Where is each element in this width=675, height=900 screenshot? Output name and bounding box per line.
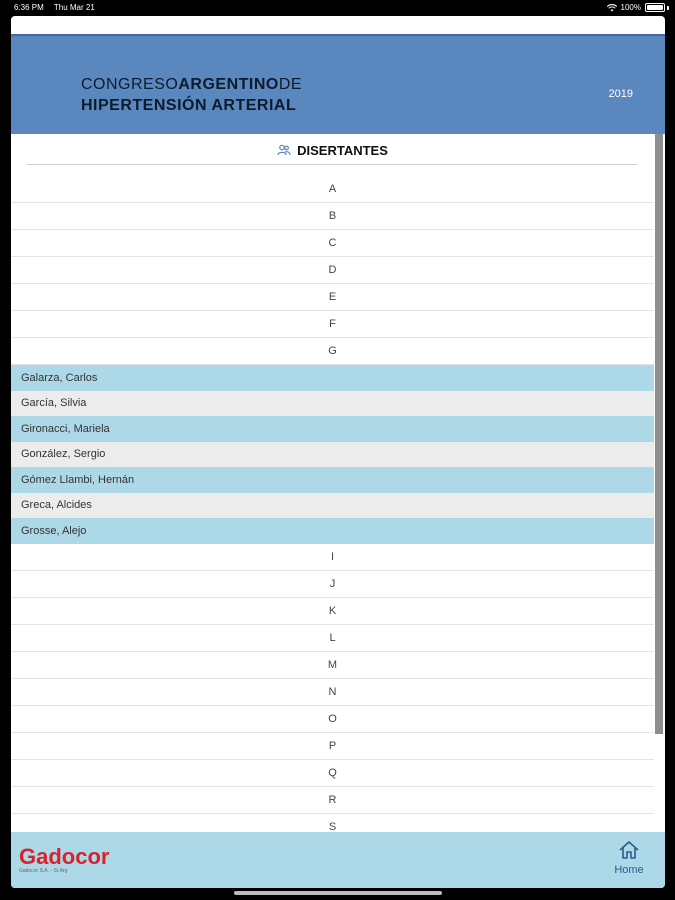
status-left bbox=[14, 3, 103, 12]
gadocor-logo bbox=[19, 844, 109, 874]
people-icon bbox=[277, 144, 291, 156]
speaker-row[interactable]: García, Silvia bbox=[11, 391, 654, 417]
letter-row-b[interactable]: B bbox=[11, 203, 654, 230]
status-time: 6:36 PM bbox=[14, 3, 44, 12]
speaker-row[interactable]: Gironacci, Mariela bbox=[11, 416, 654, 442]
home-indicator[interactable] bbox=[234, 891, 442, 895]
app-header bbox=[11, 34, 665, 134]
letter-row-s[interactable]: S bbox=[11, 814, 654, 833]
letter-row-m[interactable]: M bbox=[11, 652, 654, 679]
congress-title-line2: HIPERTENSIÓN ARTERIAL bbox=[81, 97, 297, 114]
battery-percent: 100% bbox=[620, 3, 641, 12]
speaker-row[interactable]: González, Sergio bbox=[11, 442, 654, 468]
letter-row-d[interactable]: D bbox=[11, 257, 654, 284]
congress-title-line1: CONGRESOARGENTINODE bbox=[81, 76, 303, 93]
speakers-list bbox=[11, 176, 654, 832]
wifi-icon bbox=[607, 4, 617, 12]
letter-row-c[interactable]: C bbox=[11, 230, 654, 257]
home-button[interactable] bbox=[609, 840, 649, 882]
letter-row-f[interactable]: F bbox=[11, 311, 654, 338]
letter-row-a[interactable]: A bbox=[11, 176, 654, 203]
letter-row-l[interactable]: L bbox=[11, 625, 654, 652]
letter-row-p[interactable]: P bbox=[11, 733, 654, 760]
app-footer bbox=[11, 832, 665, 888]
app-window bbox=[11, 16, 665, 888]
battery-icon bbox=[645, 3, 665, 12]
section-header bbox=[11, 134, 654, 166]
speaker-row[interactable]: Greca, Alcides bbox=[11, 493, 654, 519]
logo-subtext: Gadocor S.A. - Sr.Arg bbox=[19, 868, 68, 874]
home-label: Home bbox=[614, 864, 644, 876]
speaker-row[interactable]: Gómez Llambi, Hernán bbox=[11, 467, 654, 493]
letter-row-e[interactable]: E bbox=[11, 284, 654, 311]
home-icon bbox=[618, 840, 640, 860]
congress-year: 2019 bbox=[608, 88, 633, 100]
speaker-row[interactable]: Grosse, Alejo bbox=[11, 518, 654, 544]
status-right bbox=[607, 3, 641, 12]
letter-row-o[interactable]: O bbox=[11, 706, 654, 733]
letter-row-q[interactable]: Q bbox=[11, 760, 654, 787]
speaker-row[interactable]: Galarza, Carlos bbox=[11, 365, 654, 391]
section-title: DISERTANTES bbox=[297, 142, 388, 158]
status-bar bbox=[0, 0, 675, 14]
scrollbar[interactable] bbox=[655, 134, 663, 734]
section-divider bbox=[27, 164, 637, 165]
letter-row-g[interactable]: G bbox=[11, 338, 654, 365]
letter-row-j[interactable]: J bbox=[11, 571, 654, 598]
logo-text: Gadocor bbox=[19, 844, 110, 869]
letter-row-r[interactable]: R bbox=[11, 787, 654, 814]
letter-row-n[interactable]: N bbox=[11, 679, 654, 706]
letter-row-k[interactable]: K bbox=[11, 598, 654, 625]
status-date: Thu Mar 21 bbox=[53, 3, 95, 12]
letter-row-i[interactable]: I bbox=[11, 544, 654, 571]
